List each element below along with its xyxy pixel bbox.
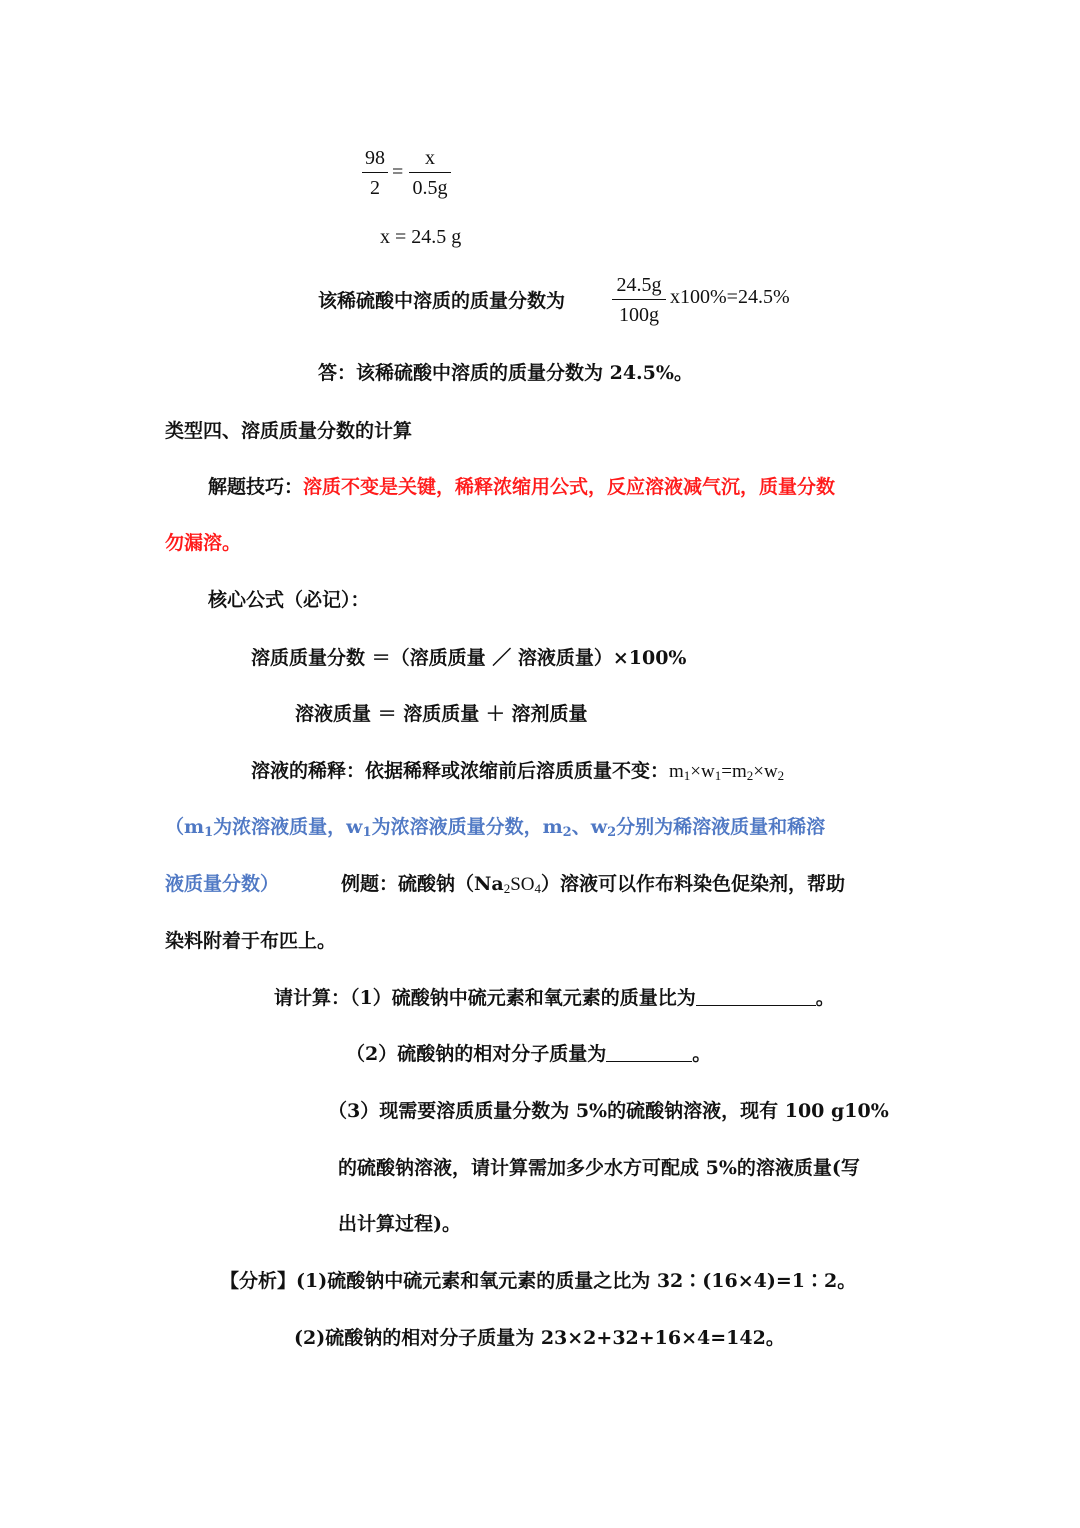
formula-mass-fraction: 溶质质量分数 ＝（溶质质量 ／ 溶液质量）×100% <box>251 647 687 669</box>
dilution-line <box>251 756 784 784</box>
answer-blank-2[interactable] <box>606 1043 692 1062</box>
dilution-note-line-1: （$m_1$为浓溶液质量，$w_1$为浓溶液质量分数，$m_2$、$w_2$分别为稀溶液质量和稀溶 <box>165 816 826 840</box>
fraction-98-over-2 <box>362 147 388 199</box>
dilution-formula: $m_1\times w_1=m_2\times w_2$ <box>669 761 785 783</box>
question-3-line-2: 的硫酸钠溶液，请计算需加多少水方可配成 5%的溶液质量(写 <box>338 1157 860 1179</box>
fraction-label: 该稀硫酸中溶质的质量分数为 <box>318 290 566 312</box>
tip-label: 解题技巧： <box>208 476 304 498</box>
question-3-line-1: （3）现需要溶质质量分数为 5%的硫酸钠溶液，现有 100 g10% <box>328 1100 889 1122</box>
denominator: 100g <box>619 304 659 326</box>
section-title: 类型四、溶质质量分数的计算 <box>165 420 413 442</box>
question-2: （2）硫酸钠的相对分子质量为 。 <box>346 1043 712 1065</box>
question-3-line-3: 出计算过程)。 <box>338 1213 461 1235</box>
fraction-result: x100%=24.5% <box>670 286 790 308</box>
answer-line: 答：该稀硫酸中溶质的质量分数为 24.5%。 <box>318 362 693 384</box>
analysis-line-1: 【分析】(1)硫酸钠中硫元素和氧元素的质量之比为 32∶(16×4)=1∶2。 <box>220 1270 857 1292</box>
question-1: 请计算：（1）硫酸钠中硫元素和氧元素的质量比为 。 <box>274 987 835 1009</box>
dilution-label: 溶液的稀释：依据稀释或浓缩前后溶质质量不变： <box>251 760 670 782</box>
answer-blank-1[interactable] <box>696 987 816 1006</box>
example-line-1 <box>165 869 845 897</box>
analysis-label: 【分析】 <box>220 1270 297 1292</box>
example-intro: 例题：硫酸钠$(Na_2SO_4)$溶液可以作布料染色促染剂，帮助 <box>341 873 846 896</box>
equals-sign: = <box>392 161 404 183</box>
formula-solution-mass: 溶液质量 ＝ 溶质质量 ＋ 溶剂质量 <box>295 703 588 725</box>
dilution-note-line-2: 液质量分数） <box>165 873 280 895</box>
core-formula-title: 核心公式（必记）： <box>208 589 370 611</box>
tip-text: 溶质不变是关键，稀释浓缩用公式，反应溶液减气沉，质量分数 <box>303 476 836 498</box>
fraction-x-over-05g <box>409 147 451 199</box>
example-line-2: 染料附着于布匹上。 <box>165 930 337 952</box>
x-result: x = 24.5 g <box>380 226 462 248</box>
numerator: 24.5g <box>612 274 666 300</box>
tip-line-1 <box>208 472 835 499</box>
denominator: 2 <box>370 177 380 199</box>
denominator: 0.5g <box>412 177 448 199</box>
fraction-245-over-100 <box>612 274 666 326</box>
analysis-line-2: (2)硫酸钠的相对分子质量为 23×2+32+16×4=142。 <box>294 1327 785 1349</box>
tip-line-2: 勿漏溶。 <box>165 532 242 554</box>
numerator: 98 <box>362 147 388 173</box>
numerator: x <box>409 147 451 173</box>
